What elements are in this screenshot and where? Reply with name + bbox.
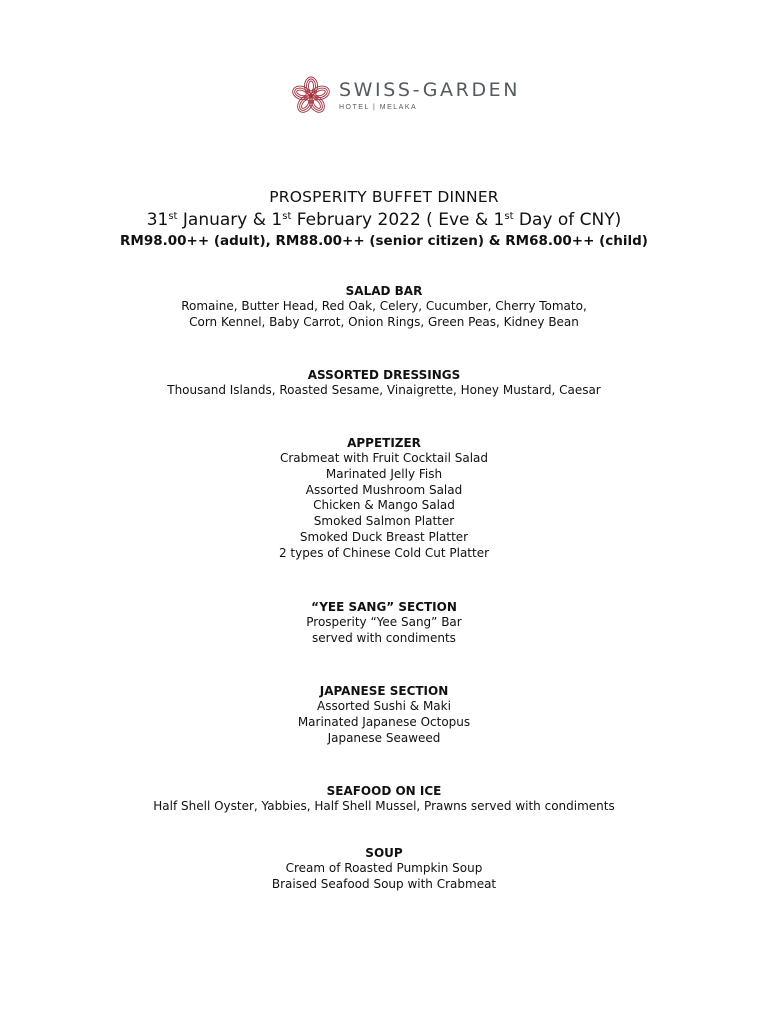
date-text-1: January & <box>177 210 272 230</box>
menu-line: Smoked Duck Breast Platter <box>299 529 469 544</box>
date-day-3-suffix: st <box>504 211 514 222</box>
logo-brand: SWISS-GARDEN <box>339 78 521 101</box>
menu-line: Thousand Islands, Roasted Sesame, Vinaigrette, Honey Mustard, Caesar <box>167 383 601 397</box>
menu-price: RM98.00++ (adult), RM88.00++ (senior citizen) & RM68.00++ (child) <box>120 233 648 249</box>
section-soup <box>0 845 768 893</box>
menu-line: Crabmeat with Fruit Cocktail Salad <box>279 451 488 465</box>
section-yee-sang <box>0 599 768 647</box>
menu-title: PROSPERITY BUFFET DINNER <box>269 188 499 206</box>
menu-line: Marinated Japanese Octopus <box>297 714 471 729</box>
menu-line: Braised Seafood Soup with Crabmeat <box>271 876 497 891</box>
menu-header <box>0 186 768 250</box>
menu-line: Half Shell Oyster, Yabbies, Half Shell Mussel, Prawns served with condiments <box>153 799 615 813</box>
hotel-logo <box>291 74 520 118</box>
section-appetizer <box>0 435 768 562</box>
date-day-2: 1 <box>271 210 283 230</box>
date-text-3: Day of CNY) <box>513 210 622 230</box>
section-seafood <box>0 783 768 815</box>
flower-logo-icon <box>291 76 331 116</box>
section-title: SEAFOOD ON ICE <box>326 784 442 798</box>
section-title: SALAD BAR <box>345 284 423 298</box>
section-salad-bar <box>0 283 768 331</box>
menu-line: Corn Kennel, Baby Carrot, Onion Rings, Green Peas, Kidney Bean <box>189 314 579 329</box>
menu-line: 2 types of Chinese Cold Cut Platter <box>278 545 490 560</box>
section-title: ASSORTED DRESSINGS <box>307 368 461 382</box>
section-title: “YEE SANG” SECTION <box>311 600 457 614</box>
section-dressings <box>0 367 768 399</box>
menu-line: Prosperity “Yee Sang” Bar <box>306 615 462 629</box>
menu-line: Marinated Jelly Fish <box>325 466 443 481</box>
section-title: SOUP <box>365 846 403 860</box>
menu-line: Assorted Sushi & Maki <box>317 699 451 713</box>
date-day-1: 31 <box>146 210 169 230</box>
section-title: JAPANESE SECTION <box>319 684 449 698</box>
date-day-3: 1 <box>493 210 505 230</box>
date-day-1-suffix: st <box>168 211 178 222</box>
menu-line: Smoked Salmon Platter <box>313 514 455 529</box>
menu-line: Assorted Mushroom Salad <box>305 482 463 497</box>
section-title: APPETIZER <box>347 436 421 450</box>
menu-line: Chicken & Mango Salad <box>313 498 455 513</box>
menu-dates <box>0 208 768 232</box>
logo-subtitle: HOTEL | MELAKA <box>339 103 418 111</box>
menu-line: Cream of Roasted Pumpkin Soup <box>285 861 483 875</box>
menu-line: Japanese Seaweed <box>327 730 441 745</box>
section-japanese <box>0 683 768 746</box>
date-text-2: February 2022 ( Eve & <box>291 210 494 230</box>
date-day-2-suffix: st <box>282 211 292 222</box>
menu-line: Romaine, Butter Head, Red Oak, Celery, Cucumber, Cherry Tomato, <box>181 299 587 313</box>
logo-text <box>339 80 520 113</box>
menu-line: served with condiments <box>312 630 456 645</box>
